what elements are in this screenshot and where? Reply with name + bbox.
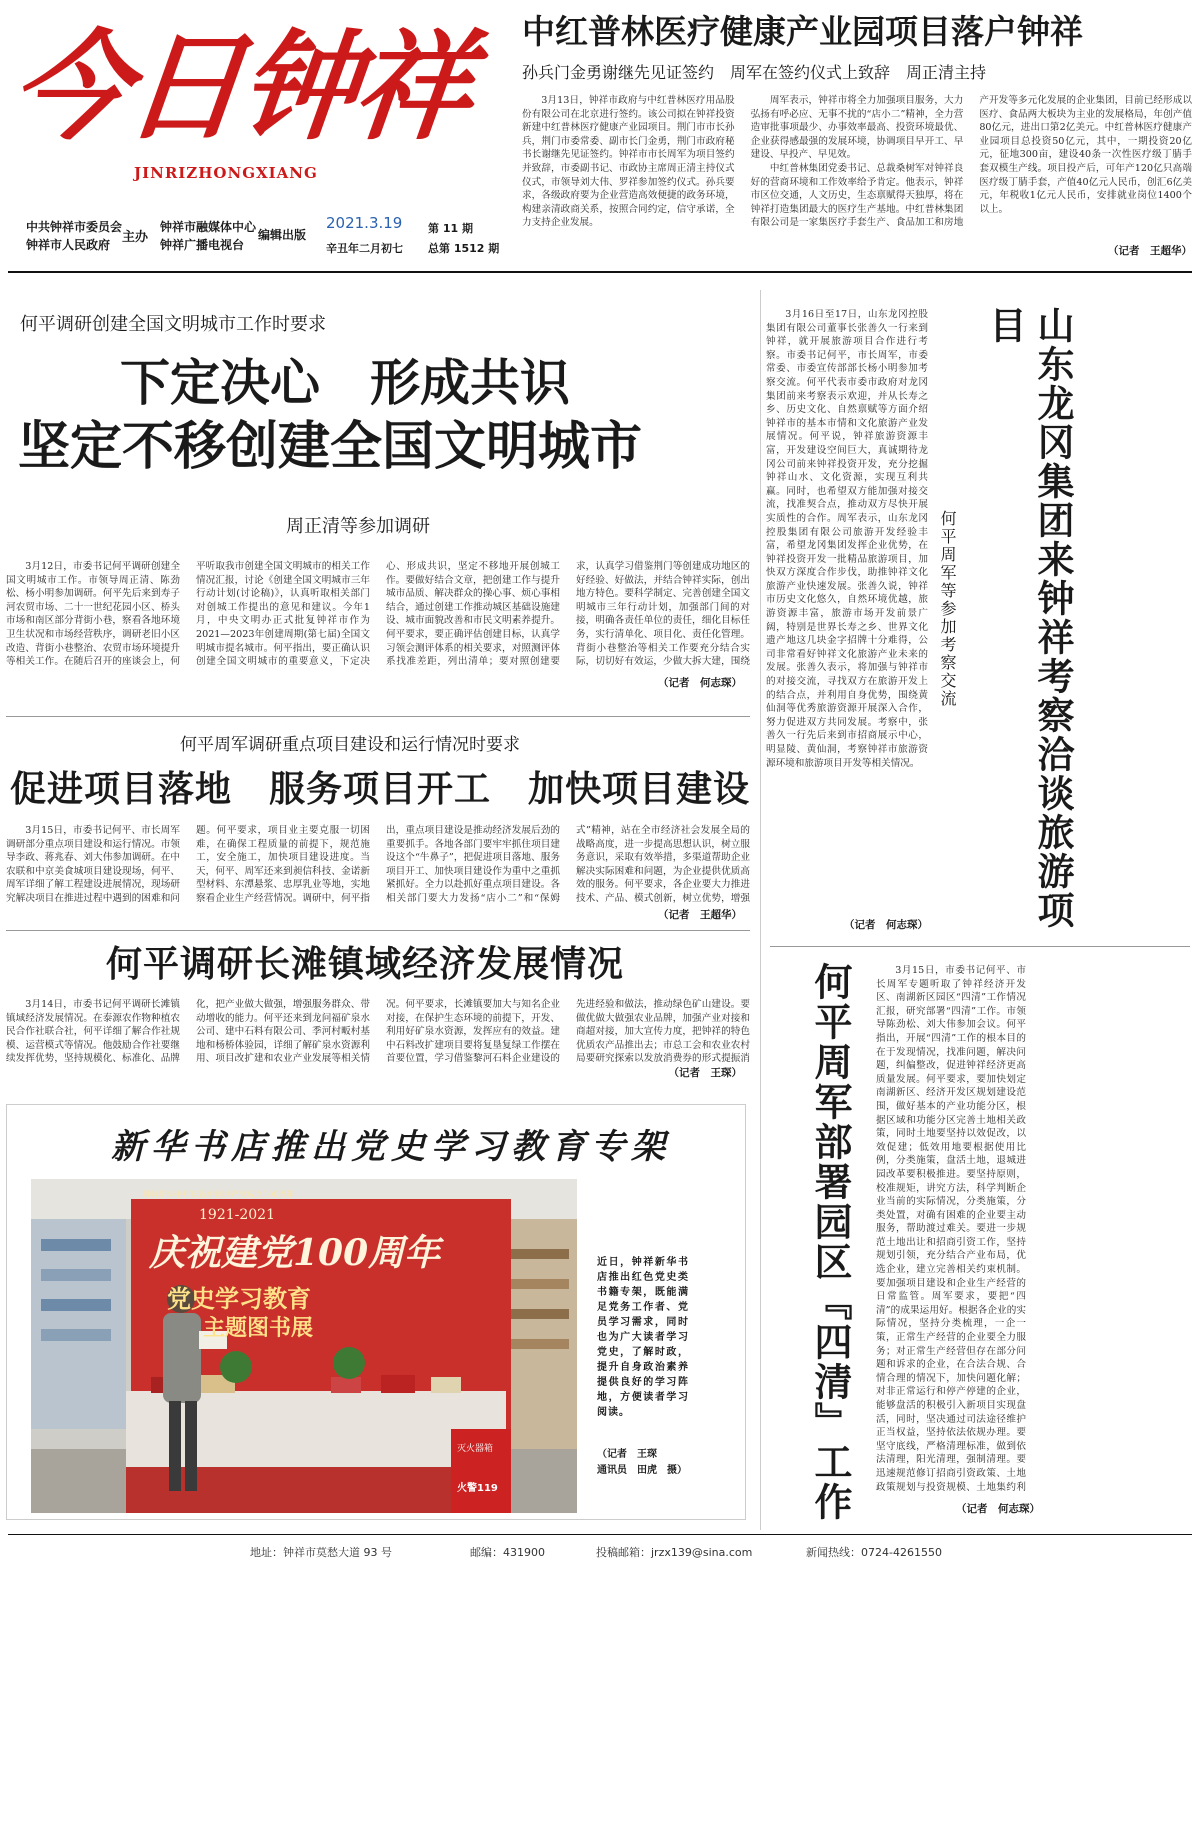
project-story-body-wrap (6, 824, 750, 924)
siqing-story-body: 3月15日，市委书记何平、市长周军专题听取了钟祥经济开发区、南湖新区园区“四清”工作情况汇报，研究部署“四清”工作。市领导陈劲松、刘大伟参加会议。何平指出，开展“四清”工作的根本目的在于发现情况，找准问题，解决问题，纠偏整改，促进钟祥经济更高质量发展。何平要求，要加快划定南湖新区、经济开发区规划建设范围，做好基本的产业功能分区，根据区域和功能分区完善土地相关政策，同时土地要坚持以效促改，以效促建；低效用地要根据使用比例，分类施策，盘活土地，退城进园改革要积极推进。要坚持原则，校准规矩，讲究方法，科学判断企业当前的实际情况，分类施策，分类处置，对确有困难的企业要主动服务，帮助渡过难关。要进一步规范土地出让和招商引资工作，坚持规划引领，充分结合产业布局，优选企业，建立完善相关约束机制。要加强项目建设和企业生产经营的日常监管。周军要求，要把“四清”的成果运用好。根据各企业的实际情况，坚持分类梳理，一企一策，正常生产经营的企业要全力服务；对正常生产经营但存在部分问题和诉求的企业，在合法合规、合情合理的情况下，加快问题化解；对非正常运行和停产停建的企业，能够盘活的积极引入新项目实现盘活，同时，坚决通过司法途径维护正当权益，坚持依法依规办理。要坚守底线，严格清理标准，做到依法清理，阳光清理，强制清理。要迅速规范修订招商引资政策、土地政策规划与投资规模、土地集约利 (876, 965, 1026, 1493)
changtan-story-byline: （记者 王琛） (668, 1067, 742, 1079)
issue-date: 2021.3.19 (326, 214, 403, 232)
top-story-headline: 中红普林医疗健康产业园项目落户钟祥 (522, 12, 1083, 51)
photo-story-box (6, 1104, 746, 1520)
top-story-body (522, 94, 1192, 264)
fire-box-label: 灭火器箱 (457, 1444, 494, 1454)
longgang-story-subhead: 何平周军等参加考察交流 (938, 510, 957, 708)
changtan-story-headline: 何平调研长滩镇域经济发展情况 (106, 944, 625, 985)
photo-byline-1: （记者 王琛 (597, 1449, 657, 1460)
fire-box-number: 火警119 (457, 1483, 498, 1494)
lead-story-headline-2: 坚定不移创建全国文明城市 (18, 417, 643, 477)
project-story-kicker: 何平周军调研重点项目建设和运行情况时要求 (180, 735, 520, 755)
lead-story-subhead: 周正清等参加调研 (286, 516, 430, 537)
lead-story-body-wrap (6, 560, 750, 692)
lead-story-body: 3月12日，市委书记何平调研创建全国文明城市工作。市领导周正清、陈劲松、杨小明参加调研。何平先后来到寿子河农贸市场、二十一世纪花园小区、桥头市场和南区部分背街小巷，察看各地环境卫生状况和市场经营秩序，调研老旧小区改造、背街小巷整治、农贸市场环境提升等相关工作。在随后召开的座谈会上，何平听取我市创建全国文明城市的相关工作情况汇报，讨论《创建全国文明城市三年行动计划(讨论稿)》，认真听取相关部门对创城工作提出的意见和建议。今年1月，中央文明办正式批复钟祥市作为2021—2023年创建周期(第七届)全国文明城市提名城市。何平指出，要正确认识创建全国文明城市的重要意义，下定决心、形成共识，坚定不移地开展创城工作。要做好结合文章，把创建工作与提升城市品质、解决群众的操心事、烦心事相结合，通过创建工作推动城区基础设施建设、城市面貌改善和市民文明素养提升。何平要求，要正确评估创建目标，认真学习领会测评体系的相关要求，对照测评体系找准差距，列出清单；要对照创建要求，认真学习借鉴荆门等创建成功地区的好经验、好做法，并结合钟祥实际，创出地方特色。要科学制定、完善创建全国文明城市三年行动计划，加强部门间的对接，明确各责任单位的责任，细化目标任务，实行清单化、项目化、责任化管理。背街小巷整治等相关工作要充分结合实际，切切好有效运，少做大拆大建，围绕 (6, 561, 750, 668)
siqing-body-wrap (876, 964, 1192, 1520)
longgang-divider (770, 946, 1190, 947)
footer (0, 1540, 1200, 1564)
sponsor-line-2: 钟祥市人民政府 (26, 238, 111, 252)
project-story-byline: （记者 王超华） (658, 909, 742, 921)
project-story-body: 3月15日，市委书记何平、市长周军调研部分重点项目建设和运行情况。市领导李政、蒋兆春、刘大伟参加调研。在中农联和中京美食城项目建设现场，何平、周军详细了解工程建设进展情况，现场研究解决项目在推进过程中遇到的困难和问题。何平要求，项目业主要克服一切困难，在确保工程质量的前提下，规范施工，安全施工，加快项目建设进度。当天，何平、周军还来到昶信科技、金诺新型材料、东潭悬浆、忠厚乳业等地，实地察看企业生产经营情况。调研中，何平指出，重点项目建设是推动经济发展后劲的重要抓手。各地各部门要牢牢抓住项目建设这个“牛鼻子”，把促进项目落地、服务项目开工、加快项目建设作为重中之重抓紧抓好。全力以赴抓好重点项目建设。各相关部门要大力发扬“店小二”和“保姆式”精神，站在全市经济社会发展全局的战略高度，进一步提高思想认识，树立服务意识，采取有效举措，多渠道帮助企业解决实际困难和问题，为企业提供优质高效的服务。何平要求，各企业要大力推进技术、产品、模式创新，树立优势，增强 (6, 825, 750, 904)
project-story-divider (6, 930, 750, 931)
sponsor-role: 主办 (122, 230, 149, 245)
publisher-line-2: 钟祥广播电视台 (160, 238, 245, 252)
photo-story-headline: 新华书店推出党史学习教育专架 (111, 1127, 671, 1167)
top-story-col-3: 中红普林集团党委书记、总裁桑树军对钟祥良好的营商环境和工作效率给予肯定。他表示，钟祥市区位交通，人文历史，生态禀赋得天独厚，将在钟祥打造集团最大的医疗生产基地。中红普林集团有限公司是一家集医疗手套生产、食品加工和房地产开发等多元化发展的企业集团，目前已经形成以医疗、食品两大板块为主业的发展格局，年创产值80亿元，进出口第2亿美元。中红普林医疗健康产业园项目总投资50亿元，其中，一期投资20亿元，征地300亩，建设40条一次性医疗级丁腈手套双模生产线。项目投产后，可年产120亿只高端医疗级丁腈手套，产值40亿元人民币，创汇6亿美元，年税收1亿元人民币，安排就业岗位1400个以上。 (750, 95, 1192, 229)
top-story-col-1: 3月13日，钟祥市政府与中红普林医疗用品股份有限公司在北京进行签约。该公司拟在钟祥投资新建中红普林医疗健康产业园项目。荆门市市长孙兵，荆门市委常委、副市长门金勇，荆门市政府秘书长谢继先见证签约。钟祥市市长周军为项目签约并致辞，市委副书记、市政协主席周正清主持仪式仪式，市领导刘大伟、罗祥参加签约仪式。孙兵要求，各级政府要为企业营造高效便捷的政务环境，构建亲清政商关系，按照合同约定，信守承诺，全力支持企业发展。 (522, 95, 735, 229)
masthead-pinyin: JINRIZHONGXIANG (134, 164, 318, 182)
footer-postcode: 邮编：431900 (470, 1546, 545, 1559)
banner-years: 1921-2021 (199, 1207, 275, 1223)
changtan-story-body: 3月14日，市委书记何平调研长滩镇镇域经济发展情况。在泰源农作物种植农民合作社联合社，何平详细了解合作社规模、运营模式等情况。他鼓励合作社要继续发挥优势，坚持规模化、标准化、品牌化，把产业做大做强，增强服务群众、带动增收的能力。何平还来到龙问福矿泉水公司、建中石料有限公司、季河村畈村基地和杨桥体验园，详细了解矿泉水资源利用、项目改扩建和农业产业发展等相关情况。何平要求，长滩镇要加大与知名企业对接，在保护生态环境的前提下，开发、利用好矿泉水资源，发挥应有的效益。建中石料改扩建项目要将复垦复绿工作摆在首要位置，学习借鉴黎河石料企业建设的先进经验和做法，推动绿色矿山建设。要做优做大做强农业品牌，加强产业对接和商超对接，加大宣传力度，把钟祥的特色优质农产品推出去；市总工会和农业农村局要研究探索以发放消费券的形式提振消 (6, 999, 750, 1065)
longgang-story-byline: （记者 何志琛） (844, 919, 928, 931)
footer-hotline: 新闻热线：0724-4261550 (806, 1546, 942, 1559)
photo-byline-2: 通讯员 田虎 摄） (597, 1465, 687, 1476)
siqing-story-byline: （记者 何志琛） (956, 1503, 1040, 1515)
masthead-logo: 今日钟祥 (4, 17, 476, 156)
masthead (0, 0, 500, 270)
lead-story-divider (6, 716, 750, 717)
lead-story-kicker: 何平调研创建全国文明城市工作时要求 (20, 314, 326, 335)
longgang-body-wrap (766, 308, 928, 936)
footer-address: 地址：钟祥市莫愁大道 93 号 (250, 1546, 392, 1559)
changtan-story-body-wrap (6, 998, 750, 1080)
publisher-role: 编辑出版 (258, 228, 307, 242)
masthead-sponsor (26, 218, 122, 254)
total-issue-number: 总第 1512 期 (428, 242, 500, 255)
photo-caption: 近日，钟祥新华书店推出红色党史类书籍专架，既能满足党务工作者、党员学习需求，同时也为广大读者学习党史，了解时政，提升自身政治素养提供良好的学习阵地，方便读者学习阅读。 (597, 1257, 689, 1418)
top-story-subhead: 孙兵门金勇谢继先见证签约 周军在签约仪式上致辞 周正清主持 (522, 63, 987, 82)
top-story-byline: （记者 王超华） (1108, 245, 1192, 257)
right-column-divider (760, 290, 761, 1530)
bookstore-photo (31, 1179, 577, 1513)
masthead-rule (8, 271, 1192, 273)
publisher-line-1: 钟祥市融媒体中心 (160, 220, 257, 234)
siqing-story-headline: 何平周军部署园区『四清』工作 (808, 962, 852, 1522)
longgang-story-body: 3月16日至17日，山东龙冈控股集团有限公司董事长张善久一行来到钟祥，就开展旅游项目合作进行考察。市委书记何平，市长周军，市委常委、市委宣传部部长杨小明参加考察交流。何平代表市委市政府对龙冈集团前来考察表示欢迎，并从长寿之乡、历史文化、自然禀赋等方面介绍钟祥市的基本市情和文化旅游产业发展情况。何平说，钟祥旅游资源丰富，开发建设空间巨大，真诚期待龙冈公司前来钟祥投资开发，充分挖掘钟祥山水、文化资源，实现互利共赢。同时，也希望双方能加强对接交流，找准契合点，推动双方尽快开展实质性的合作。周军表示，山东龙冈控股集团有限公司旅游开发经验丰富，希望龙冈集团发挥企业优势，在钟祥投资开发一批精品旅游项目，加快双方深度合作步伐，助推钟祥文化旅游产业快速发展。张善久说，钟祥市历史文化悠久，自然环境优越，旅游资源丰富，旅游市场开发前景广阔，特别是世界长寿之乡、世界文化遗产地这几块金字招牌十分难得，公司非常看好钟祥文化旅游产业未来的发展。张善久表示，将加强与钟祥市的对接交流，寻找双方在旅游开发上的结合点，并利用自身优势，围绕黄仙洞等优秀旅游资源开展深入合作，努力促进双方共同发展。考察中，张善久一行先后来到市招商展示中心，明显陵、黄仙洞，考察钟祥市旅游资源环境和旅游项目开发等相关情况。 (766, 309, 928, 769)
lead-story-headline-1: 下定决心 形成共识 (120, 354, 570, 412)
banner-main: 庆祝建党100周年 (149, 1232, 441, 1274)
lunar-date: 辛丑年二月初七 (326, 242, 403, 255)
banner-sub-1: 党史学习教育 (167, 1285, 311, 1313)
issue-number: 第 11 期 (428, 222, 473, 235)
masthead-publisher (160, 218, 256, 254)
banner-top-text: 钟祥新华书店庆祝中国共产党成立100周年 (143, 1190, 295, 1199)
top-story-col-2: 周军表示，钟祥市将全力加强项目服务，大力弘扬有呼必应、无事不扰的“店小二”精神，全力营造审批事项最少、办事效率最高、投资环境最优、企业获得感最强的发展环境，协调项目早开工、早建设、早投产、早见效。 (750, 95, 964, 161)
lead-story-byline: （记者 何志琛） (658, 677, 742, 689)
sponsor-line-1: 中共钟祥市委员会 (26, 220, 123, 234)
footer-email: 投稿邮箱：jrzx139@sina.com (596, 1546, 753, 1559)
banner-sub-2: 主题图书展 (203, 1316, 314, 1341)
footer-rule (8, 1534, 1192, 1535)
project-story-headline: 促进项目落地 服务项目开工 加快项目建设 (10, 769, 751, 810)
longgang-story-headline: 山东龙冈集团来钟祥考察洽谈旅游项目 (983, 306, 1074, 930)
